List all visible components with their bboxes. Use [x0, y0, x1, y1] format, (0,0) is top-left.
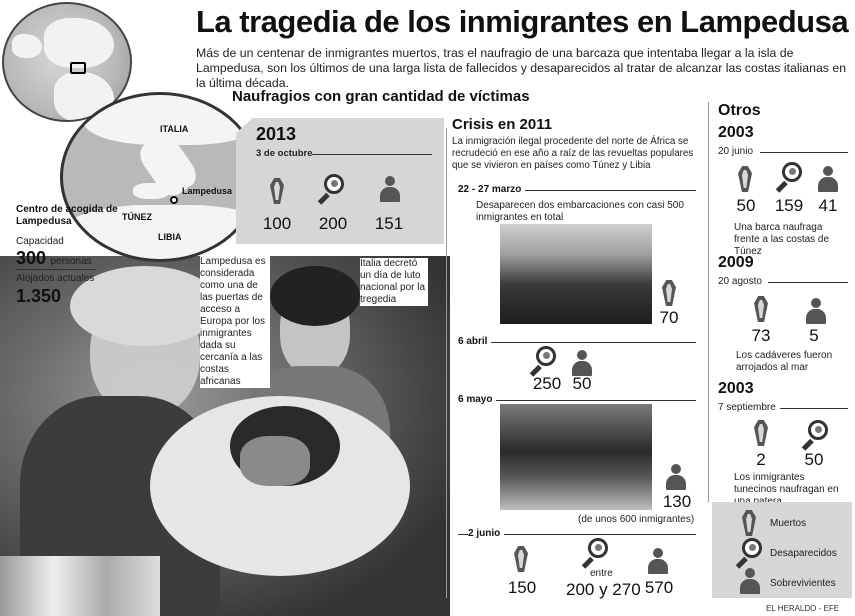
person-icon: [666, 464, 686, 490]
magnifier-icon: [580, 538, 610, 566]
credit: EL HERALDO - EFE: [766, 604, 840, 613]
otros-2-sobrevivientes: 5: [809, 326, 819, 345]
section-title: Naufragios con gran cantidad de víctimas: [232, 88, 530, 105]
otros-3-year: 2003: [718, 380, 754, 397]
capacidad-label: Capacidad: [16, 236, 64, 247]
crisis-event-1-date: 22 - 27 marzo: [458, 184, 525, 195]
capacidad-value: 300: [16, 248, 47, 268]
boat-photo-1: [500, 224, 652, 324]
crisis-event-3-sobrevivientes: 130: [662, 492, 692, 511]
otros-1-date: 20 junio: [718, 146, 754, 157]
otros-1-muertos: 50: [736, 196, 756, 215]
note-italia: Italia decretó un día de luto nacional por la tregedia: [360, 258, 428, 306]
event-2013-sobrevivientes: 151: [374, 214, 404, 233]
person-icon: [572, 350, 592, 376]
crisis-event-1-muertos: 70: [659, 308, 679, 327]
map-label-lampedusa: Lampedusa: [182, 186, 233, 196]
person-icon: [806, 298, 826, 324]
person-icon: [648, 548, 668, 574]
capacidad-unit: personas: [50, 256, 92, 267]
coffin-icon: [514, 546, 528, 572]
alojados-label: Alojados actuales: [16, 273, 95, 284]
otros-title: Otros: [718, 102, 761, 119]
crisis-event-2-sobrevivientes: 50: [572, 374, 592, 393]
otros-3-note: Los inmigrantes tunecinos naufragan en: [734, 472, 839, 495]
otros-1-note: Una barca naufraga frente a las costas de Túnez: [734, 222, 830, 257]
coffin-icon: [662, 280, 676, 306]
crisis-event-4-desaparecidos: 200 y 270: [566, 580, 641, 599]
crisis-event-3-note: (de unos 600 inmigrantes): [578, 514, 695, 525]
boat-photo-2: [500, 404, 652, 510]
otros-3-muertos: 2: [756, 450, 766, 469]
crisis-event-2-desaparecidos: 250: [532, 374, 562, 393]
crisis-event-4-date: 2 junio: [468, 528, 504, 539]
event-2013-desaparecidos: 200: [318, 214, 348, 233]
capacidad: [16, 248, 92, 269]
lampedusa-marker-icon: [170, 196, 178, 204]
crisis-title: Crisis en 2011: [452, 116, 553, 133]
otros-2-date: 20 agosto: [718, 276, 762, 287]
crisis-event-4-prefix: entre: [590, 568, 613, 579]
alojados-value: 1.350: [16, 286, 62, 306]
person-icon: [740, 568, 760, 594]
event-2013-muertos: 100: [262, 214, 292, 233]
map-label-italia: ITALIA: [160, 124, 189, 134]
coffin-icon: [754, 420, 768, 446]
map-label-libia: LIBIA: [158, 232, 182, 242]
magnifier-icon: [734, 538, 764, 566]
page-subtitle: Más de un centenar de inmigrantes muertos, tras el naufragio de una barcaza que intentaba llegar a la isla de Lampedusa, son los últimos de una larga lista de fallecidos y desaparecidos al tratar de alcanzar las costas italianas en la última década.: [196, 46, 847, 90]
otros-3-desaparecidos: 50: [804, 450, 824, 469]
otros-2-muertos: 73: [751, 326, 771, 345]
legend-muertos: Muertos: [770, 518, 807, 529]
otros-1-sobrevivientes: 41: [818, 196, 838, 215]
magnifier-icon: [316, 174, 346, 202]
event-2013-year: 2013: [256, 124, 297, 144]
otros-1-desaparecidos: 159: [774, 196, 804, 215]
coffin-icon: [738, 166, 752, 192]
crisis-event-4-muertos: 150: [507, 578, 537, 597]
crisis-event-4-sobrevivientes: 570: [644, 578, 674, 597]
centro-title: Centro de acogida de Lampedusa: [16, 204, 118, 227]
otros-2-year: 2009: [718, 254, 754, 271]
magnifier-icon: [528, 346, 558, 374]
otros-2-note: Los cadáveres fueron arrojados al mar: [736, 350, 833, 373]
event-2013-date: 3 de octubre: [256, 148, 313, 159]
crisis-text: La inmigración ilegal procedente del norte de África se recrudeció en ese año a raíz de las revueltas populares que se vivieron en países como Túnez y Libia: [452, 136, 694, 171]
crisis-event-3-date: 6 mayo: [458, 394, 496, 405]
crisis-event-2-date: 6 abril: [458, 336, 491, 347]
magnifier-icon: [800, 420, 830, 448]
person-icon: [818, 166, 838, 192]
otros-1-year: 2003: [718, 124, 754, 141]
magnifier-icon: [774, 162, 804, 190]
legend-desaparecidos: Desaparecidos: [770, 548, 837, 559]
map-label-tunez: TÚNEZ: [122, 212, 152, 222]
coffin-icon: [754, 296, 768, 322]
otros-3-date: 7 septiembre: [718, 402, 776, 413]
page-title: La tragedia de los inmigrantes en Lampedusa: [196, 4, 849, 39]
crisis-event-1-note: Desaparecen dos embarcaciones con casi 500 inmigrantes en total: [476, 200, 684, 223]
note-lampedusa: Lampedusa es considerada como una de las puertas de acceso a Europa por los inmigrantes dada su cercanía a las costas africanas: [200, 256, 270, 388]
person-icon: [380, 176, 400, 202]
globe-marker-icon: [70, 62, 86, 74]
legend-sobrevivientes: Sobrevivientes: [770, 578, 836, 589]
